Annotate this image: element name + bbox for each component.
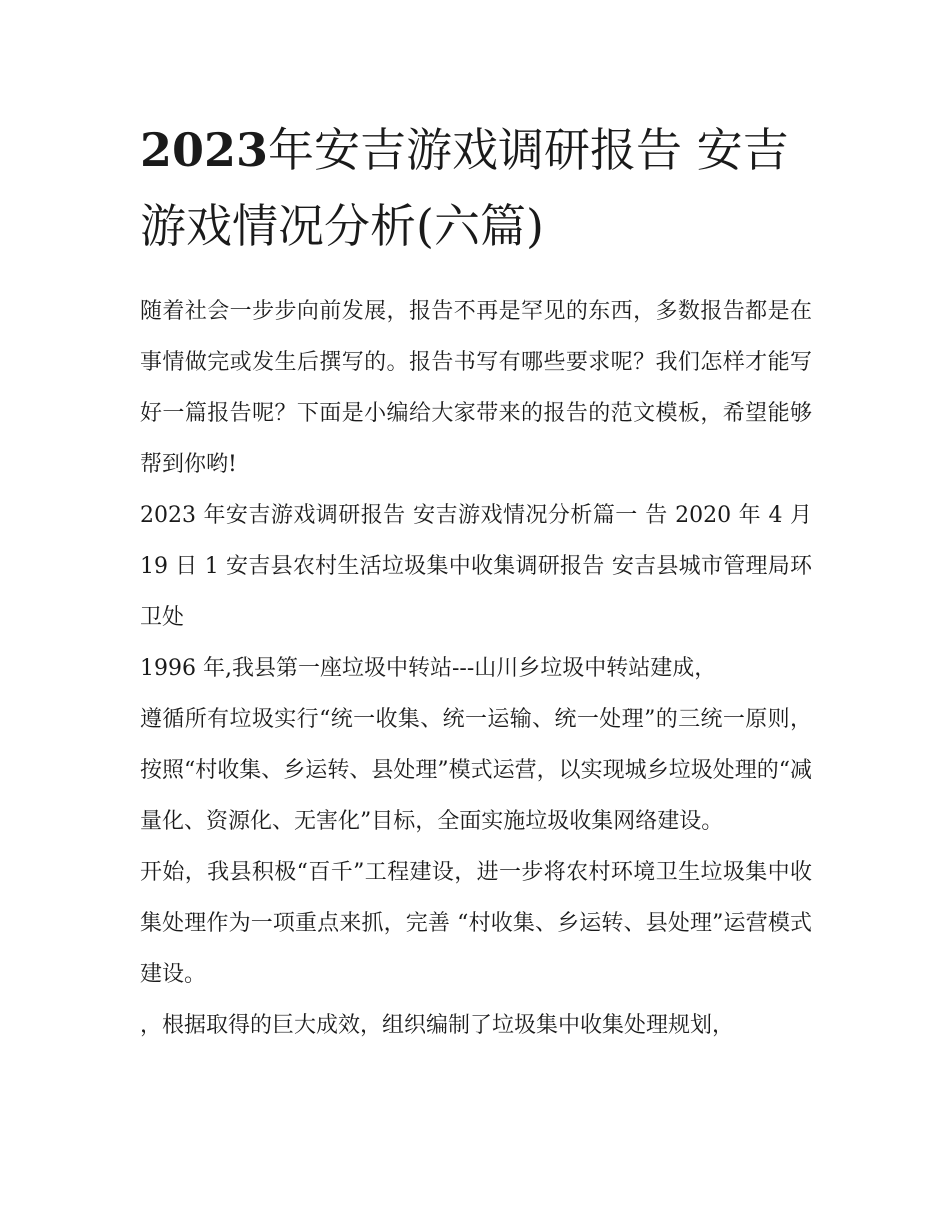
document-body bbox=[140, 286, 812, 1051]
title-text: 年安吉游戏调研报告 安吉游戏情况分析(六篇) bbox=[140, 123, 789, 253]
paragraph-1996: 1996 年,我县第一座垃圾中转站---山川乡垃圾中转站建成， bbox=[140, 656, 717, 681]
paragraph-principles: 遵循所有垃圾实行“统一收集、统一运输、统一处理”的三统一原则，按照“村收集、乡运转、县处理”模式运营，以实现城乡垃圾处理的“减量化、资源化、无害化”目标，全面实施垃圾收集网络建设。 bbox=[140, 707, 812, 834]
title-year: 2023 bbox=[140, 123, 269, 177]
paragraph-project: 开始，我县积极“百千”工程建设，进一步将农村环境卫生垃圾集中收集处理作为一项重点来抓，完善 “村收集、乡运转、县处理”运营模式建设。 bbox=[140, 860, 812, 987]
paragraph-planning: ，根据取得的巨大成效，组织编制了垃圾集中收集处理规划， bbox=[140, 1013, 735, 1038]
paragraph-intro: 随着社会一步步向前发展，报告不再是罕见的东西，多数报告都是在事情做完或发生后撰写的。报告书写有哪些要求呢？我们怎样才能写好一篇报告呢？下面是小编给大家带来的报告的范文模板，希望能够帮到你哟! bbox=[140, 299, 812, 477]
document-page bbox=[140, 112, 812, 1051]
paragraph-report-header: 2023 年安吉游戏调研报告 安吉游戏情况分析篇一 告 2020 年 4 月 19 日 1 安吉县农村生活垃圾集中收集调研报告 安吉县城市管理局环卫处 bbox=[140, 503, 812, 630]
document-title bbox=[140, 112, 812, 264]
